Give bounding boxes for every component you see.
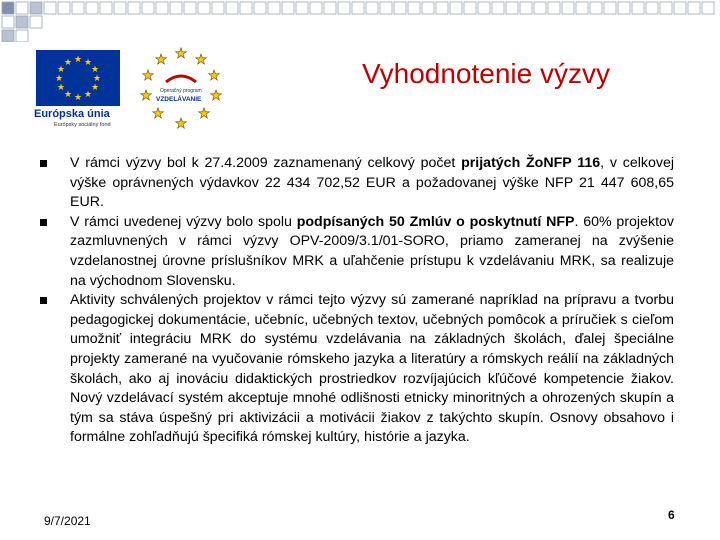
bullet-text-pre: Aktivity schválených projektov v rámci tejto výzvy sú zamerané napríklad na prípravu a tvorbu pedagogickej dokumentácie, učebníc, učebných textov, učebných pomôcok a príručiek s cieľom umožniť integráciu MRK do systému vzdelávania na základných školách, ďalej špeciálne projekty zamerané na vyučovanie rómskeho jazyka a literatúry a rómskych reálií na základných školách, ako aj inováciu didaktických prostriedkov rozvíjajúcich kľúčové kompetencie žiakov. Nový vzdelávací systém akceptuje mnohé odlišnosti etnicky minoritných a ohrozených skupín a tým sa stáva úspešný pri aktivizácii a motivácii žiakov z takýchto skupín. Osnovy obsahovo i formálne zohľadňujú špecifiká rómskej kultúry, histórie a jazyka. [70,292,674,446]
bullet-list [40,154,674,448]
list-item [40,154,674,213]
svg-text:★: ★ [90,65,100,75]
list-item [40,213,674,291]
footer-date: 9/7/2021 [44,514,91,528]
svg-text:★: ★ [73,55,83,65]
svg-text:★: ★ [209,88,223,104]
bullet-text-post: , v celkovej výške oprávnených výdavkov 22 434 702,52 EUR a požadovanej výške NFP 21 447 608,65 EUR. [70,155,674,211]
svg-text:★: ★ [83,58,93,68]
bullet-text-pre: V rámci výzvy bol k 27.4.2009 zaznamenaný celkový počet [70,155,462,171]
svg-text:★: ★ [194,52,208,68]
bullet-text-post: . 60% projektov zazmluvnených v rámci výzvy OPV-2009/3.1/01-SORO, priamo zameranej na zvýšenie vzdelanostnej úrovne príslušníkov MRK a uľahčenie prístupu k vzdelávaniu MRK, sa realizuje na východnom Slovensku. [70,213,674,289]
svg-text:★: ★ [207,68,221,84]
square-bullet-icon [40,219,47,226]
svg-text:★: ★ [139,88,153,104]
svg-text:★: ★ [56,83,66,93]
svg-text:★: ★ [83,90,93,100]
svg-text:★: ★ [154,52,168,68]
bullet-text-strong: prijatých ŽoNFP 116 [461,155,601,171]
svg-text:★: ★ [174,116,188,132]
svg-text:★: ★ [197,106,211,122]
square-bullet-icon [40,297,47,304]
op-line1: Operačný program [160,88,202,94]
decorative-square-pattern [0,0,720,42]
bullet-text-strong: podpísaných 50 Zmlúv o poskytnutí NFP [296,213,575,230]
svg-text:★: ★ [56,65,66,75]
svg-text:★: ★ [73,93,83,103]
svg-text:★: ★ [54,74,64,84]
svg-text:★: ★ [174,46,188,62]
page-title: Vyhodnotenie výzvy [362,58,610,89]
eu-label: Európska únia [34,108,110,120]
page-number: 6 [668,508,675,522]
svg-text:★: ★ [92,74,102,84]
svg-text:★: ★ [141,68,155,84]
eu-sublabel: Európsky sociálny fond [54,122,111,128]
svg-text:★: ★ [90,83,100,93]
logo-group [30,44,330,134]
svg-text:★: ★ [151,106,165,122]
svg-text:★: ★ [63,90,73,100]
svg-text:★: ★ [63,58,73,68]
op-line2: VZDELÁVANIE [156,96,202,103]
bullet-text-pre: V rámci uvedenej výzvy bolo spolu [70,213,297,230]
square-bullet-icon [40,160,47,167]
list-item [40,291,674,448]
